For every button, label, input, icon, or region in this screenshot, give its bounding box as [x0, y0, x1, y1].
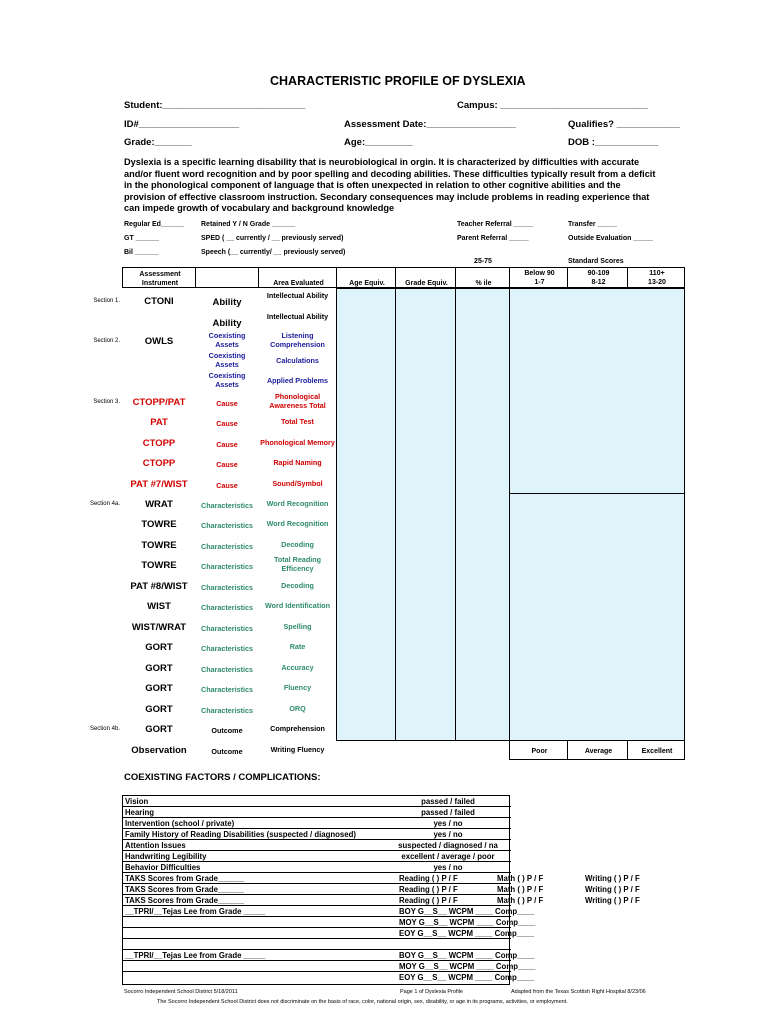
assessment-date-field[interactable]: Assessment Date:_________________	[344, 119, 517, 130]
section-label: Section 1.	[93, 298, 120, 304]
area-evaluated: Total Test	[281, 417, 314, 426]
area-evaluated: Listening Comprehension	[270, 331, 325, 349]
category-label: Outcome	[211, 726, 243, 735]
qualifies-field[interactable]: Qualifies? ____________	[568, 119, 680, 130]
area-evaluated: Rate	[289, 642, 306, 651]
category-label: Characteristics	[201, 583, 253, 592]
math-score[interactable]: Math ( ) P / F	[497, 896, 544, 905]
factor-label: Vision	[125, 797, 149, 806]
assessment-instrument: WIST/WRAT	[131, 622, 187, 633]
area-evaluated: Calculations	[276, 356, 319, 365]
factor-value[interactable]: Reading ( ) P / F	[399, 896, 458, 905]
id-field[interactable]: ID#___________________	[124, 119, 240, 130]
header-category-cell	[195, 267, 259, 288]
factor-value[interactable]: yes / no	[433, 863, 463, 872]
category-label: Cause	[216, 440, 238, 449]
parent-referral-field[interactable]: Parent Referral _____	[457, 235, 529, 242]
speech-field[interactable]: Speech (__ currently/ __ previously served)	[201, 249, 346, 256]
assessment-instrument: TOWRE	[141, 560, 177, 571]
factor-value[interactable]: passed / failed	[421, 808, 475, 817]
assessment-instrument: CTOPP	[142, 458, 176, 469]
header-below-90: Below 90	[524, 270, 555, 277]
section-label: Section 2.	[93, 338, 120, 344]
writing-score[interactable]: Writing ( ) P / F	[585, 896, 640, 905]
header-high-cell	[627, 267, 685, 288]
area-evaluated: Accuracy	[281, 663, 314, 672]
factor-label: TAKS Scores from Grade______	[125, 896, 245, 905]
area-evaluated: Comprehension	[270, 724, 325, 733]
assessment-instrument: Observation	[131, 745, 187, 756]
assessment-instrument: WIST	[147, 601, 171, 612]
coexisting-row	[123, 895, 640, 906]
bil-field[interactable]: Bil ______	[124, 249, 159, 256]
header-pct-cell	[455, 267, 510, 288]
factor-value[interactable]: yes / no	[433, 830, 463, 839]
area-evaluated: Spelling	[283, 622, 312, 631]
category-label: Ability	[212, 297, 242, 308]
footer-adapted: Adapted from the Texas Scottish Right Hospital 8/23/06	[511, 989, 646, 995]
category-label: Coexisting Assets	[208, 331, 246, 349]
factor-label: __TPRI/__Tejas Lee from Grade _____	[125, 907, 266, 916]
header-grade-equiv: Grade Equiv.	[405, 280, 448, 287]
area-evaluated: Phonological Memory	[260, 438, 335, 447]
area-evaluated: Intellectual Ability	[266, 312, 329, 321]
area-evaluated: Word Recognition	[266, 519, 329, 528]
assessment-instrument: PAT #8/WIST	[130, 581, 188, 592]
header-area-cell	[258, 267, 337, 288]
age-field[interactable]: Age:_________	[344, 137, 413, 148]
category-label: Cause	[216, 399, 238, 408]
area-evaluated: Total Reading Efficency	[274, 555, 321, 573]
header-age-cell	[336, 267, 396, 288]
grade-field[interactable]: Grade:_______	[124, 137, 192, 148]
category-label: Characteristics	[201, 665, 253, 674]
factor-value[interactable]: yes / no	[433, 819, 463, 828]
coexisting-row	[123, 961, 536, 972]
coexisting-row	[123, 939, 511, 950]
assessment-instrument: PAT	[150, 417, 168, 428]
factor-value[interactable]: EOY G__S__ WCPM ____ Comp____	[399, 973, 535, 982]
coexisting-table	[122, 795, 640, 985]
average-label: Average	[584, 748, 613, 755]
assessment-instrument: WRAT	[145, 499, 173, 510]
poor-cell	[509, 740, 568, 760]
coexisting-row	[123, 796, 511, 807]
outside-evaluation-field[interactable]: Outside Evaluation _____	[568, 235, 653, 242]
area-evaluated: Decoding	[281, 540, 314, 549]
factor-label: Behavior Difficulties	[125, 863, 201, 872]
poor-label: Poor	[531, 748, 548, 755]
student-field[interactable]: Student:___________________________	[124, 100, 306, 111]
factor-value[interactable]: passed / failed	[421, 797, 475, 806]
header-110-plus-range: 13-20	[648, 279, 666, 286]
category-label: Characteristics	[201, 706, 253, 715]
page-title: CHARACTERISTIC PROFILE OF DYSLEXIA	[270, 74, 526, 88]
category-label: Characteristics	[201, 624, 253, 633]
average-cell	[567, 740, 628, 760]
coexisting-row	[123, 862, 511, 873]
factor-value[interactable]: MOY G__S__ WCPM ____ Comp____	[399, 918, 536, 927]
category-label: Cause	[216, 460, 238, 469]
section-label: Section 4a.	[89, 501, 120, 507]
area-evaluated: Phonological Awareness Total	[269, 392, 326, 410]
area-evaluated: ORQ	[289, 704, 306, 713]
area-evaluated: Intellectual Ability	[266, 291, 329, 300]
section-label: Section 3.	[93, 399, 120, 405]
factor-value[interactable]: EOY G__S__ WCPM ____ Comp____	[399, 929, 535, 938]
coexisting-row	[123, 928, 535, 939]
category-label: Characteristics	[201, 685, 253, 694]
footer-district: Socorro Independent School District 5/18/2011	[124, 989, 238, 995]
assessment-instrument: GORT	[145, 724, 173, 735]
excellent-label: Excellent	[641, 748, 673, 755]
gt-field[interactable]: GT ______	[124, 235, 160, 242]
standard-scores-upper[interactable]	[509, 288, 685, 494]
assessment-instrument: GORT	[145, 683, 173, 694]
factor-label: Handwriting Legibility	[125, 852, 207, 861]
header-mid-cell	[567, 267, 628, 288]
coexisting-row	[123, 884, 640, 895]
header-90-109-range: 8-12	[591, 279, 606, 286]
math-score[interactable]: Math ( ) P / F	[497, 874, 544, 883]
assessment-instrument: TOWRE	[141, 540, 177, 551]
header-area-evaluated: Area Evaluated	[273, 280, 324, 287]
retained-field[interactable]: Retained Y / N Grade ______	[201, 221, 296, 228]
coexisting-row	[123, 818, 511, 829]
math-score[interactable]: Math ( ) P / F	[497, 885, 544, 894]
writing-score[interactable]: Writing ( ) P / F	[585, 885, 640, 894]
area-evaluated: Applied Problems	[266, 376, 329, 385]
area-evaluated: Rapid Naming	[273, 458, 322, 467]
header-90-109: 90-109	[587, 270, 610, 277]
factor-label: Attention Issues	[125, 841, 186, 850]
category-label: Cause	[216, 419, 238, 428]
area-evaluated: Decoding	[281, 581, 314, 590]
area-evaluated: Fluency	[283, 683, 312, 692]
campus-field[interactable]: Campus: ____________________________	[457, 100, 649, 111]
category-label: Characteristics	[201, 562, 253, 571]
coexisting-row	[123, 972, 535, 983]
assessment-instrument: PAT #7/WIST	[130, 479, 188, 490]
header-below-90-range: 1-7	[534, 279, 545, 286]
coexisting-row	[123, 840, 511, 851]
excellent-cell	[627, 740, 685, 760]
factor-label: TAKS Scores from Grade______	[125, 885, 245, 894]
dyslexia-definition: Dyslexia is a specific learning disability that is neurobiological in orgin. It is characterized by difficulties with accurate and/or fluent word recognition and by poor spelling and decoding abilities. These difficulties typically result from a deficit in the phonological component of language that is often unexpected in relation to other cognitive abilities and the provision of effective classroom instruction. Secondary consequences may include problems in reading experience that can impede growth of vocabulary and background knowledge	[124, 157, 656, 214]
factor-value[interactable]: MOY G__S__ WCPM ____ Comp____	[399, 962, 536, 971]
header-instrument-cell	[122, 267, 196, 288]
assessment-instrument: TOWRE	[141, 519, 177, 530]
factor-label: __TPRI/__Tejas Lee from Grade _____	[125, 951, 266, 960]
header-below90-cell	[509, 267, 568, 288]
teacher-referral-field[interactable]: Teacher Referral _____	[457, 221, 534, 228]
area-evaluated: Word Recognition	[266, 499, 329, 508]
area-evaluated: Sound/Symbol	[272, 479, 323, 488]
category-label: Outcome	[211, 747, 243, 756]
category-label: Ability	[212, 318, 242, 329]
standard-scores-lower[interactable]	[509, 493, 685, 741]
coexisting-row	[123, 807, 511, 818]
area-evaluated: Writing Fluency	[270, 745, 325, 754]
coexisting-row	[123, 906, 535, 917]
category-label: Coexisting Assets	[208, 371, 246, 389]
grade-equiv-column[interactable]	[395, 288, 456, 741]
coexisting-row	[123, 873, 640, 884]
coexisting-row	[123, 829, 511, 840]
assessment-instrument: CTOPP/PAT	[132, 397, 186, 408]
factor-value[interactable]: suspected / diagnosed / na	[398, 841, 498, 850]
factor-value[interactable]: Reading ( ) P / F	[399, 885, 458, 894]
percentile-column[interactable]	[455, 288, 510, 741]
factor-label: TAKS Scores from Grade______	[125, 874, 245, 883]
writing-score[interactable]: Writing ( ) P / F	[585, 874, 640, 883]
header-assessment-instrument: Assessment Instrument	[139, 271, 181, 287]
category-label: Cause	[216, 481, 238, 490]
standard-scores-label: Standard Scores	[568, 258, 624, 265]
category-label: Characteristics	[201, 542, 253, 551]
header-grade-cell	[395, 267, 456, 288]
assessment-instrument: CTONI	[144, 296, 174, 307]
factor-label: Hearing	[125, 808, 155, 817]
coexisting-row	[123, 950, 535, 961]
factor-label: Family History of Reading Disabilities (suspected / diagnosed)	[125, 830, 356, 839]
assessment-instrument: GORT	[145, 704, 173, 715]
sped-field[interactable]: SPED ( __ currently / __ previously served)	[201, 235, 344, 242]
category-label: Coexisting Assets	[208, 351, 246, 369]
category-label: Characteristics	[201, 501, 253, 510]
assessment-instrument: OWLS	[144, 336, 174, 347]
header-age-equiv: Age Equiv.	[349, 280, 385, 287]
category-label: Characteristics	[201, 603, 253, 612]
footer-notice: The Socorro Independent School District does not discriminate on the basis of race, color, national origin, sex, disability, or age in its programs, activities, or employment.	[157, 999, 568, 1005]
category-label: Characteristics	[201, 644, 253, 653]
range-label: 25-75	[474, 258, 492, 265]
profile-grid	[89, 267, 685, 760]
assessment-instrument: GORT	[145, 642, 173, 653]
assessment-instrument: GORT	[145, 663, 173, 674]
transfer-field[interactable]: Transfer _____	[568, 221, 618, 228]
factor-label: Intervention (school / private)	[125, 819, 235, 828]
coexisting-title: COEXISTING FACTORS / COMPLICATIONS:	[124, 772, 321, 783]
coexisting-row	[123, 917, 536, 928]
factor-value[interactable]: Reading ( ) P / F	[399, 874, 458, 883]
regular-ed-field[interactable]: Regular Ed______	[124, 221, 185, 228]
dob-field[interactable]: DOB :____________	[568, 137, 659, 148]
footer-page: Page 1 of Dyslexia Profile	[400, 989, 463, 995]
factor-value[interactable]: excellent / average / poor	[401, 852, 495, 861]
header-110-plus: 110+	[649, 270, 665, 277]
area-evaluated: Word Identification	[265, 601, 330, 610]
category-label: Characteristics	[201, 521, 253, 530]
factor-value[interactable]: BOY G__S__ WCPM ____ Comp____	[399, 951, 535, 960]
coexisting-row	[123, 851, 511, 862]
age-equiv-column[interactable]	[336, 288, 396, 741]
header-percentile: % ile	[475, 280, 492, 287]
factor-value[interactable]: BOY G__S__ WCPM ____ Comp____	[399, 907, 535, 916]
assessment-instrument: CTOPP	[142, 438, 176, 449]
section-label: Section 4b.	[89, 726, 120, 732]
